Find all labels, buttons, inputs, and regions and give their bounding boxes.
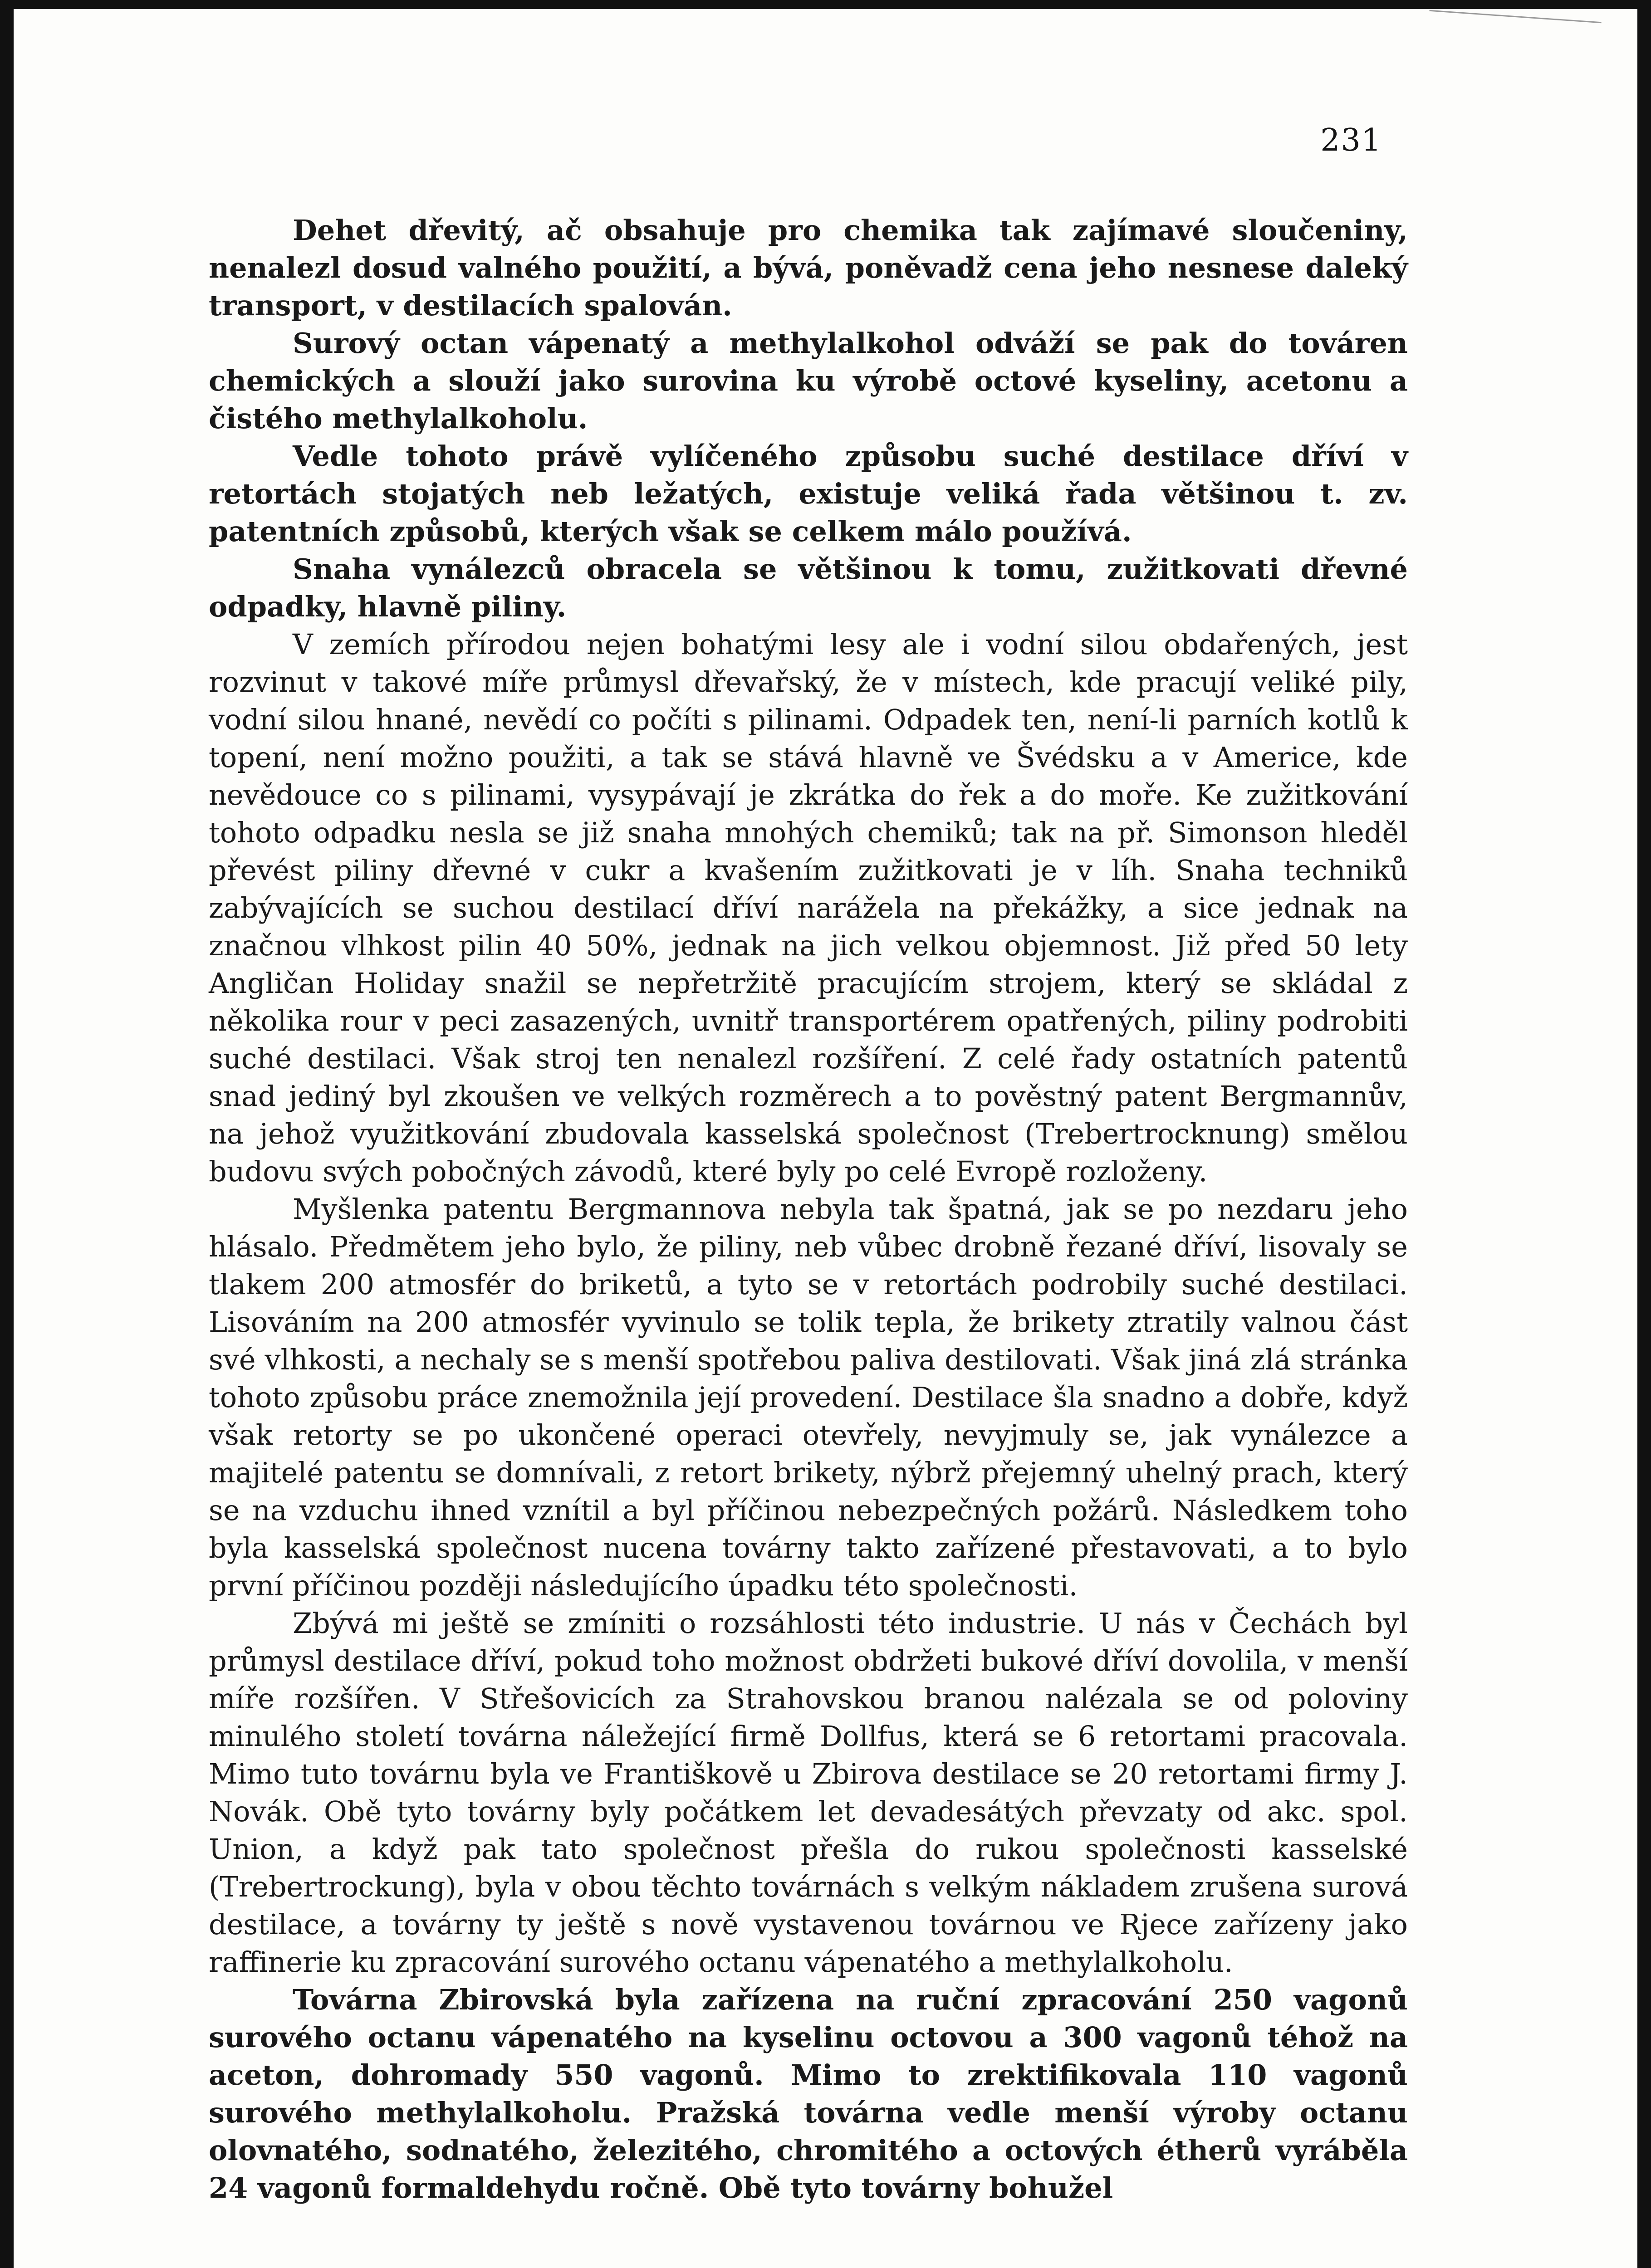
paragraph: Snaha vynálezců obracela se většinou k tomu, zužitkovati dřevné odpadky, hlavně piliny. xyxy=(209,552,1408,623)
paragraph: Zbývá mi ještě se zmíniti o rozsáhlosti této industrie. U nás v Čechách byl průmysl destilace dříví, pokud toho možnost obdržeti bukové dříví dovolila, v menší míře rozšířen. V Střešovicích za Strahovskou branou nalézala se od poloviny minulého století továrna náležející firmě Dollfus, která se 6 retortami pracovala. Mimo tuto továrnu byla ve Františkově u Zbirova destilace se 20 retortami firmy J. Novák. Obě tyto továrny byly počátkem let devadesátých převzaty od akc. spol. Union, a když pak tato společnost přešla do rukou společnosti kasselské (Trebertrockung), byla v obou těchto továrnách s velkým nákladem zrušena surová destilace, a továrny ty ještě s nově vystavenou továrnou ve Rjece zařízeny jako raffinerie ku zpracování surového octanu vápenatého a methylalkoholu. xyxy=(209,1607,1408,1979)
body-text xyxy=(209,211,1408,2207)
paragraph: Myšlenka patentu Bergmannova nebyla tak špatná, jak se po nezdaru jeho hlásalo. Předmětem jeho bylo, že piliny, neb vůbec drobně řezané dříví, lisovaly se tlakem 200 atmosfér do briketů, a tyto se v retortách podrobily suché destilaci. Lisováním na 200 atmosfér vyvinulo se tolik tepla, že brikety ztratily valnou část své vlhkosti, a nechaly se s menší spotřebou paliva destilovati. Však jiná zlá stránka tohoto způsobu práce znemožnila její provedení. Destilace šla snadno a dobře, když však retorty se po ukončené operaci otevřely, nevyjmuly se, jak vynálezce a majitelé patentu se domnívali, z retort brikety, nýbrž přejemný uhelný prach, který se na vzduchu ihned vznítil a byl příčinou nebezpečných požárů. Následkem toho byla kasselská společnost nucena továrny takto zařízené přestavovati, a to bylo první příčinou později následujícího úpadku této společnosti. xyxy=(209,1193,1408,1602)
paragraph: Vedle tohoto právě vylíčeného způsobu suché destilace dříví v retortách stojatých neb ležatých, existuje veliká řada většinou t. zv. patentních způsobů, kterých však se celkem málo používá. xyxy=(209,440,1408,548)
paragraph: Dehet dřevitý, ač obsahuje pro chemika tak zajímavé sloučeniny, nenalezl dosud valného použití, a bývá, poněvadž cena jeho nesnese daleký transport, v destilacích spalován. xyxy=(209,214,1408,322)
paragraph: V zemích přírodou nejen bohatými lesy ale i vodní silou obdařených, jest rozvinut v takové míře průmysl dřevařský, že v místech, kde pracují veliké pily, vodní silou hnané, nevědí co počíti s pilinami. Odpadek ten, není-li parních kotlů k topení, není možno použiti, a tak se stává hlavně ve Švédsku a v Americe, kde nevědouce co s pilinami, vysypávají je zkrátka do řek a do moře. Ke zužitkování tohoto odpadku nesla se již snaha mnohých chemiků; tak na př. Simonson hleděl převést piliny dřevné v cukr a kvašením zužitkovati je v líh. Snaha techniků zabývajících se suchou destilací dříví narážela na překážky, a sice jednak na značnou vlhkost pilin 40 50%, jednak na jich velkou objemnost. Již před 50 lety Angličan Holiday snažil se nepřetržitě pracujícím strojem, který se skládal z několika rour v peci zasazených, uvnitř transportérem opatřených, piliny podrobiti suché destilaci. Však stroj ten nenalezl rozšíření. Z celé řady ostatních patentů snad jediný byl zkoušen ve velkých rozměrech a to pověstný patent Bergmannův, na jehož využitkování zbudovala kasselská společnost (Trebertrocknung) smělou budovu svých pobočných závodů, které byly po celé Evropě rozloženy. xyxy=(209,628,1408,1188)
scan-edge-mark xyxy=(1428,10,1601,37)
paragraph: Surový octan vápenatý a methylalkohol odváží se pak do továren chemických a slouží jako surovina ku výrobě octové kyseliny, acetonu a čistého methylalkoholu. xyxy=(209,327,1408,435)
page-number: 231 xyxy=(1320,122,1382,158)
paragraph: Továrna Zbirovská byla zařízena na ruční zpracování 250 vagonů surového octanu vápenatého na kyselinu octovou a 300 vagonů téhož na aceton, dohromady 550 vagonů. Mimo to zrektifikovala 110 vagonů surového methylalkoholu. Pražská továrna vedle menší výroby octanu olovnatého, sodnatého, železitého, chromitého a octových étherů vyráběla 24 vagonů formaldehydu ročně. Obě tyto továrny bohužel xyxy=(209,1983,1408,2204)
scanned-page xyxy=(14,9,1637,2268)
